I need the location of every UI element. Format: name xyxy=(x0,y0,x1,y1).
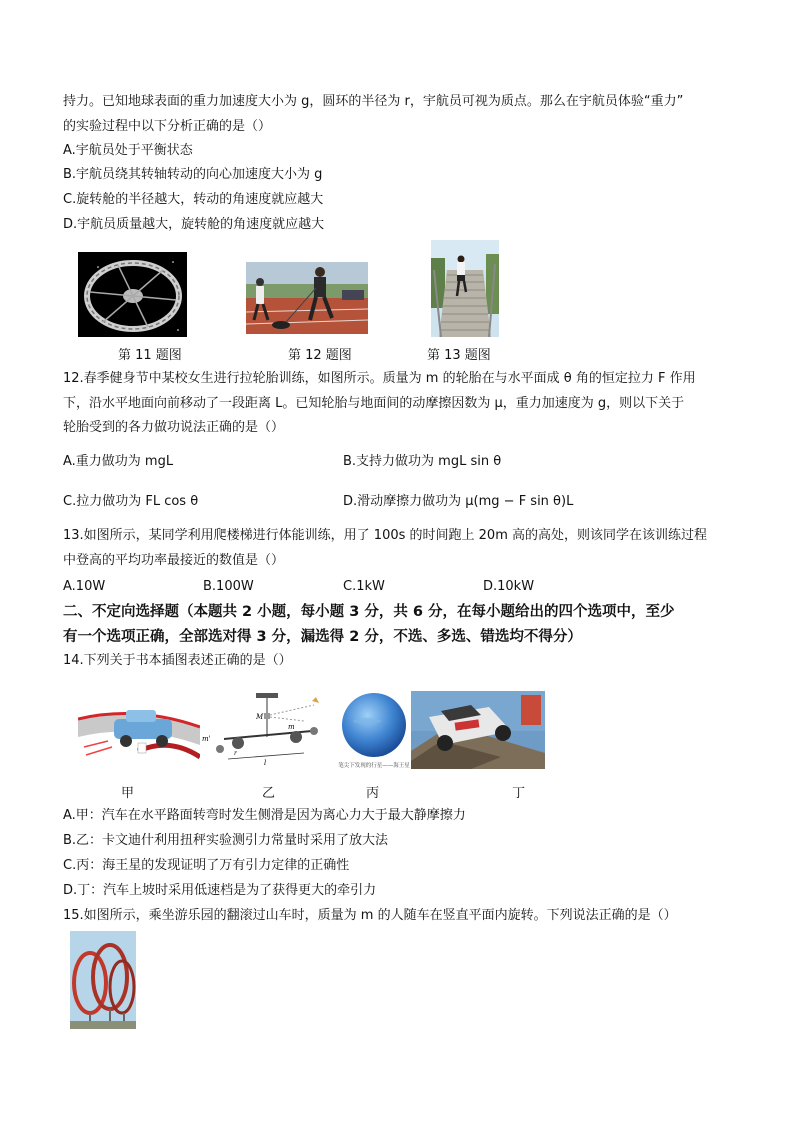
q14-option-d: D.丁：汽车上坡时采用低速档是为了获得更大的牵引力 xyxy=(63,883,377,898)
q14-option-a: A.甲：汽车在水平路面转弯时发生侧滑是因为离心力大于最大静摩擦力 xyxy=(63,808,466,823)
roller-coaster-image xyxy=(70,931,136,1029)
offroad-car-image xyxy=(411,691,545,769)
svg-text:M: M xyxy=(256,713,264,721)
q12-stem-line-1: 12.春季健身节中某校女生进行拉轮胎训练，如图所示。质量为 m 的轮胎在与水平面成 θ 角的恒定拉力 F 作用 xyxy=(63,371,696,386)
figure-yi-label: 乙 xyxy=(262,786,276,801)
q14-option-b: B.乙：卡文迪什利用扭秤实验测引力常量时采用了放大法 xyxy=(63,833,389,848)
svg-text:l: l xyxy=(264,759,267,767)
q12-option-d: D.滑动摩擦力做功为 μ(mg − F sin θ)L xyxy=(343,494,574,509)
q13-option-a: A.10W xyxy=(63,579,106,594)
q14-option-c: C.丙：海王星的发现证明了万有引力定律的正确性 xyxy=(63,858,350,873)
q13-option-d: D.10kW xyxy=(483,579,535,594)
q12-stem-line-3: 轮胎受到的各力做功说法正确的是（） xyxy=(63,420,285,435)
q13-option-b: B.100W xyxy=(203,579,254,594)
figure-bing-label: 丙 xyxy=(366,786,380,801)
tire-pulling-image xyxy=(246,262,368,334)
q11-option-d: D.宇航员质量越大，旋转舱的角速度就应越大 xyxy=(63,217,325,232)
q12-option-c: C.拉力做功为 FL cos θ xyxy=(63,494,199,509)
q12-option-b: B.支持力做功为 mgL sin θ xyxy=(343,454,502,469)
svg-text:m': m' xyxy=(202,735,211,743)
q13-option-c: C.1kW xyxy=(343,579,385,594)
figure-11-caption: 第 11 题图 xyxy=(118,348,182,363)
q13-stem-line-1: 13.如图所示，某同学利用爬楼梯进行体能训练，用了 100s 的时间跑上 20m 高的高处，则该同学在该训练过程 xyxy=(63,528,707,543)
neptune-caption: 笔尖下发现的行星——海王星 xyxy=(338,763,410,769)
figure-13-caption: 第 13 题图 xyxy=(427,348,491,363)
q14-stem: 14.下列关于书本插图表述正确的是（） xyxy=(63,653,292,668)
figure-ding-label: 丁 xyxy=(512,786,526,801)
neptune-image xyxy=(337,691,411,769)
q12-stem-line-2: 下，沿水平地面向前移动了一段距离 L。已知轮胎与地面间的动摩擦因数为 μ，重力加速度为 g，则以下关于 xyxy=(63,396,685,411)
car-skid-image xyxy=(78,697,200,769)
figure-jia-label: 甲 xyxy=(121,786,135,801)
section-2-heading-line-2: 有一个选项正确，全部选对得 3 分，漏选得 2 分，不选、多选、错选均不得分） xyxy=(63,629,582,645)
q13-stem-line-2: 中登高的平均功率最接近的数值是（） xyxy=(63,553,285,568)
q11-option-c: C.旋转舱的半径越大，转动的角速度就应越大 xyxy=(63,192,324,207)
section-2-heading-line-1: 二、不定向选择题（本题共 2 小题，每小题 3 分，共 6 分，在每小题给出的四个选项中，至少 xyxy=(63,604,675,620)
space-station-image xyxy=(78,252,187,337)
q11-option-a: A.宇航员处于平衡状态 xyxy=(63,143,193,158)
q15-stem: 15.如图所示，乘坐游乐园的翻滚过山车时，质量为 m 的人随车在竖直平面内旋转。下列说法正确的是（） xyxy=(63,908,677,923)
stair-climbing-image xyxy=(431,240,499,337)
svg-text:r: r xyxy=(234,750,237,757)
q12-option-a: A.重力做功为 mgL xyxy=(63,454,174,469)
figure-12-caption: 第 12 题图 xyxy=(288,348,352,363)
q11-stem-line-2: 的实验过程中以下分析正确的是（） xyxy=(63,119,272,134)
q11-stem-line-1: 持力。已知地球表面的重力加速度大小为 g，圆环的半径为 r，宇航员可视为质点。那么在宇航员体验“重力” xyxy=(63,94,684,109)
q11-option-b: B.宇航员绕其转轴转动的向心加速度大小为 g xyxy=(63,167,323,182)
torsion-balance-image xyxy=(200,691,337,769)
svg-text:m: m xyxy=(288,723,295,731)
